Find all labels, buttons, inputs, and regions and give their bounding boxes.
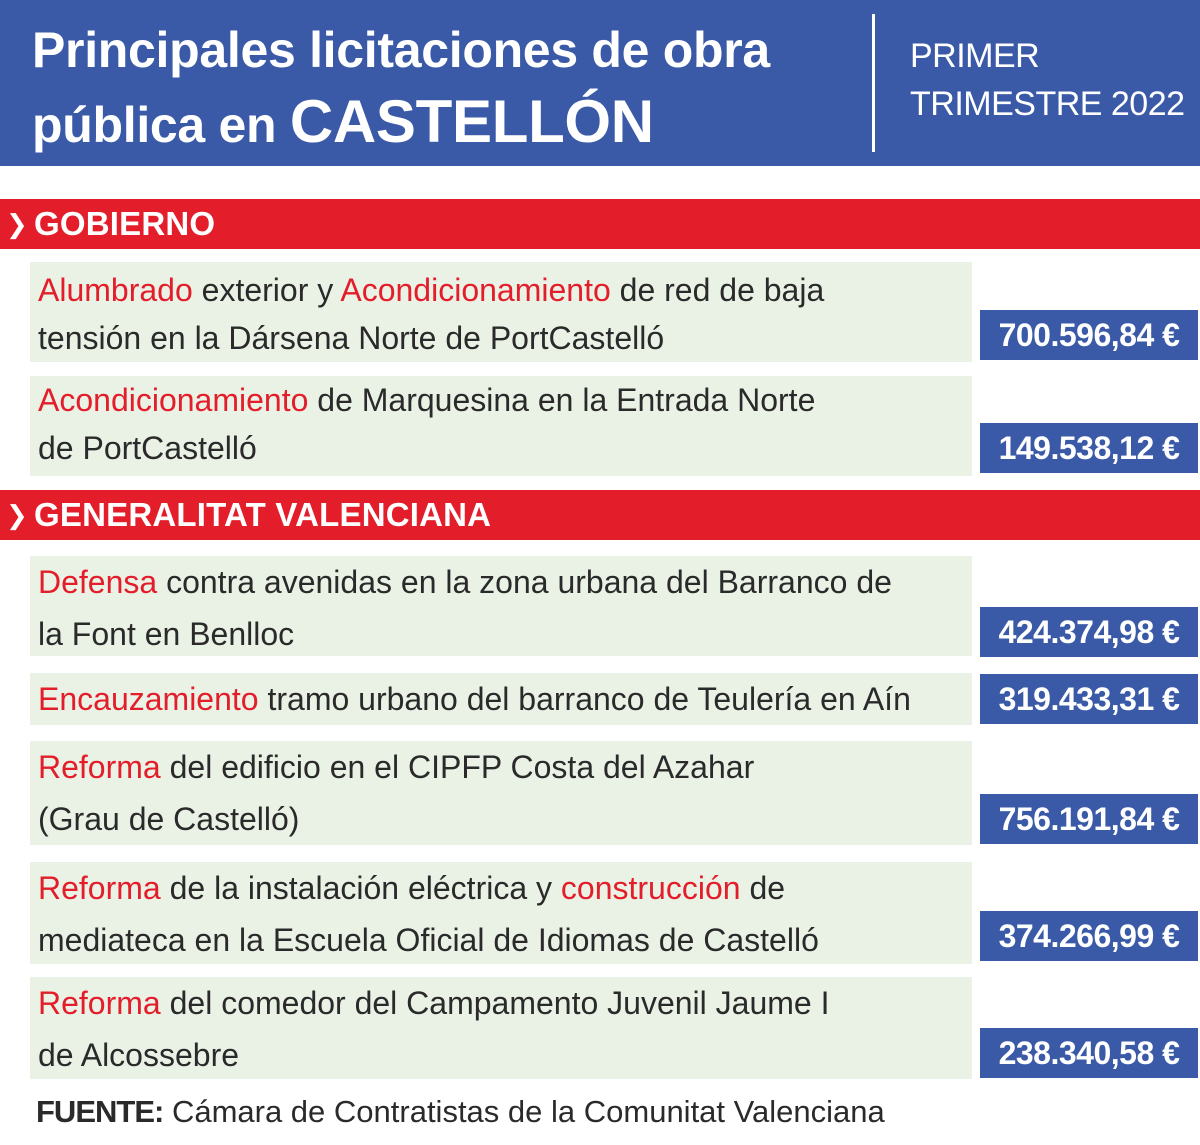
amount-badge: 319.433,31 €	[980, 674, 1198, 724]
item-text: de red de baja	[610, 272, 825, 308]
item-line-1	[38, 266, 964, 314]
header-banner	[0, 0, 1200, 166]
title-prefix: pública en	[32, 97, 277, 153]
title-city: CASTELLÓN	[289, 88, 654, 155]
item-text: de la instalación eléctrica y	[160, 870, 561, 906]
item-line-1	[38, 556, 964, 608]
item-text: exterior y	[192, 272, 341, 308]
section-label: GOBIERNO	[34, 205, 216, 242]
list-item	[30, 556, 972, 656]
period-label	[910, 32, 1195, 128]
item-line-2: la Font en Benlloc	[38, 616, 295, 652]
list-item	[30, 262, 972, 362]
item-line-2: (Grau de Castelló)	[38, 801, 300, 837]
amount-badge: 238.340,58 €	[980, 1028, 1198, 1078]
item-text: de Marquesina en la Entrada Norte	[308, 382, 816, 418]
period-line-2: TRIMESTRE 2022	[910, 85, 1185, 123]
list-item	[30, 673, 972, 725]
highlight-keyword: Encauzamiento	[38, 681, 259, 717]
period-line-1: PRIMER	[910, 37, 1040, 75]
item-line-1	[38, 673, 964, 725]
item-text: contra avenidas en la zona urbana del Barranco de	[157, 564, 892, 600]
amount-badge: 149.538,12 €	[980, 423, 1198, 473]
item-line-2: mediateca en la Escuela Oficial de Idiomas de Castelló	[38, 922, 819, 958]
title-line-1: Principales licitaciones de obra	[32, 22, 770, 78]
source-label: FUENTE:	[36, 1094, 164, 1129]
highlight-keyword: Defensa	[38, 564, 158, 600]
item-line-2: tensión en la Dársena Norte de PortCastelló	[38, 320, 665, 356]
highlight-keyword: construcción	[560, 870, 741, 906]
list-item	[30, 862, 972, 964]
amount-badge: 756.191,84 €	[980, 794, 1198, 844]
highlight-keyword: Acondicionamiento	[340, 272, 611, 308]
page-title	[32, 14, 852, 161]
highlight-keyword: Alumbrado	[38, 272, 193, 308]
section-label: GENERALITAT VALENCIANA	[34, 496, 492, 533]
item-line-2: de Alcossebre	[38, 1037, 240, 1073]
list-item	[30, 741, 972, 845]
section-header-gobierno	[0, 199, 1200, 249]
highlight-keyword: Reforma	[38, 749, 161, 785]
amount-badge: 374.266,99 €	[980, 911, 1198, 961]
section-header-generalitat	[0, 490, 1200, 540]
highlight-keyword: Reforma	[38, 985, 161, 1021]
source-text: Cámara de Contratistas de la Comunitat Valenciana	[163, 1094, 885, 1129]
amount-badge: 700.596,84 €	[980, 310, 1198, 360]
header-divider	[872, 14, 875, 152]
item-line-1	[38, 862, 964, 914]
highlight-keyword: Reforma	[38, 870, 161, 906]
list-item	[30, 977, 972, 1079]
item-text: del edificio en el CIPFP Costa del Azahar	[160, 749, 755, 785]
item-line-2: de PortCastelló	[38, 430, 257, 466]
item-text: de	[740, 870, 786, 906]
amount-badge: 424.374,98 €	[980, 607, 1198, 657]
item-line-1	[38, 977, 964, 1029]
item-line-1	[38, 376, 964, 424]
title-line-2	[32, 86, 852, 161]
highlight-keyword: Acondicionamiento	[38, 382, 309, 418]
source-note	[36, 1094, 885, 1130]
chevron-right-icon: ❯	[6, 208, 28, 239]
item-line-1	[38, 741, 964, 793]
item-text: del comedor del Campamento Juvenil Jaume I	[160, 985, 830, 1021]
list-item	[30, 376, 972, 476]
item-text: tramo urbano del barranco de Teulería en Aín	[258, 681, 911, 717]
chevron-right-icon: ❯	[6, 499, 28, 530]
